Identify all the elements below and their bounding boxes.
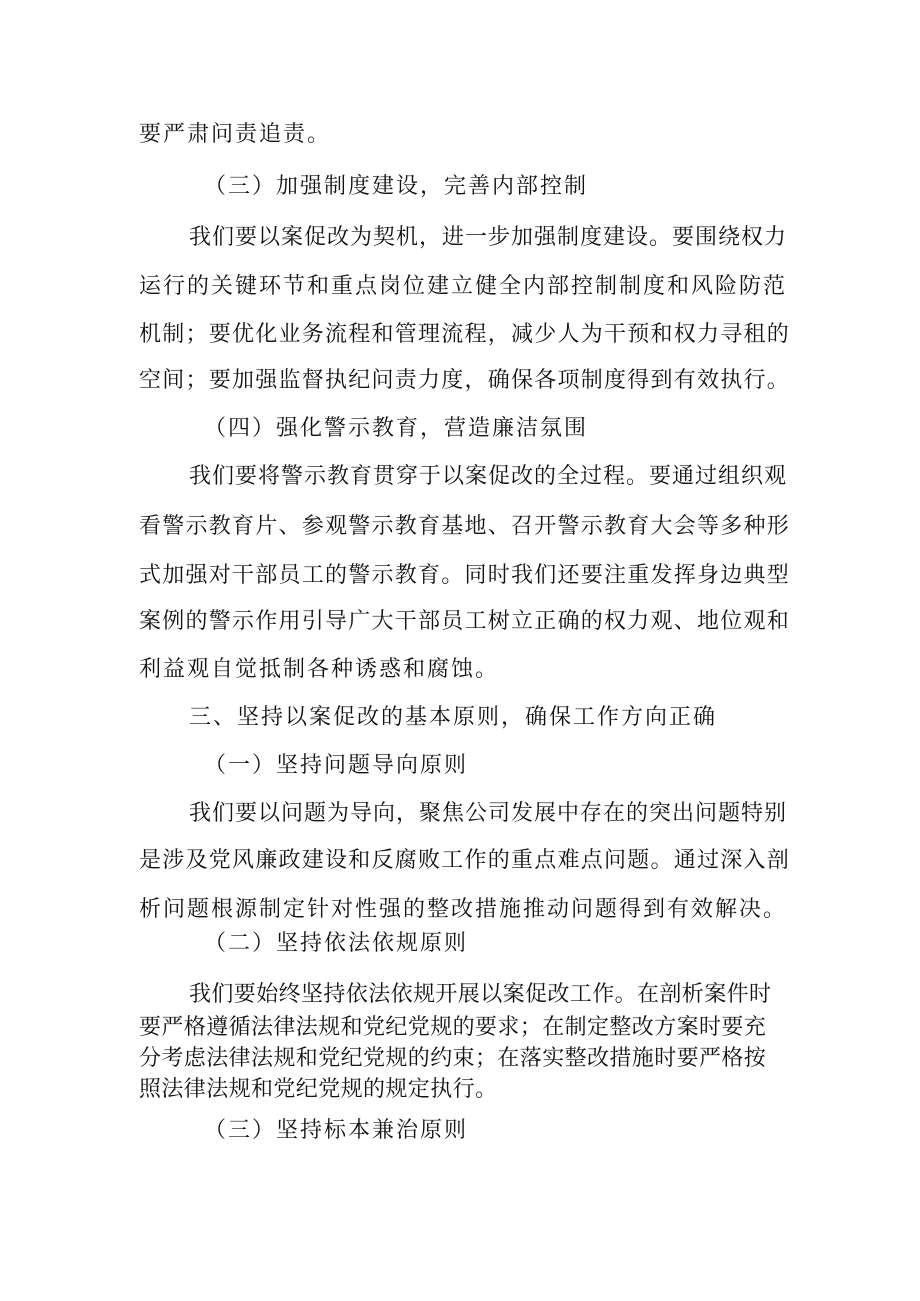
paragraph-line: 机制；要优化业务流程和管理流程，减少人为干预和权力寻租的 bbox=[139, 322, 791, 347]
section-heading: （三）坚持标本兼治原则 bbox=[204, 1118, 469, 1143]
section-heading: （四）强化警示教育，营造廉洁氛围 bbox=[204, 416, 589, 441]
paragraph-line: 空间；要加强监督执纪问责力度，确保各项制度得到有效执行。 bbox=[139, 368, 791, 393]
paragraph-line: 分考虑法律法规和党纪党规的约束；在落实整改措施时要严格按 bbox=[139, 1046, 767, 1071]
paragraph-line: 式加强对干部员工的警示教育。同时我们还要注重发挥身边典型 bbox=[139, 563, 791, 588]
paragraph-line: 我们要以问题为导向，聚焦公司发展中存在的突出问题特别 bbox=[189, 801, 788, 826]
paragraph-line: 案例的警示作用引导广大干部员工树立正确的权力观、地位观和 bbox=[139, 609, 791, 634]
paragraph-line: 我们要始终坚持依法依规开展以案促改工作。在剖析案件时 bbox=[189, 982, 772, 1007]
paragraph-line: 利益观自觉抵制各种诱惑和腐蚀。 bbox=[139, 657, 500, 682]
chapter-heading: 三、坚持以案促改的基本原则，确保工作方向正确 bbox=[189, 705, 718, 730]
paragraph-line: 运行的关键环节和重点岗位建立健全内部控制制度和风险防范 bbox=[139, 274, 788, 299]
paragraph-line: 析问题根源制定针对性强的整改措施推动问题得到有效解决。 bbox=[139, 897, 788, 922]
paragraph-line: 照法律法规和党纪党规的规定执行。 bbox=[139, 1077, 498, 1102]
section-heading: （三）加强制度建设，完善内部控制 bbox=[204, 174, 589, 199]
section-heading: （一）坚持问题导向原则 bbox=[204, 753, 469, 778]
paragraph-line: 我们要以案促改为契机，进一步加强制度建设。要围绕权力 bbox=[189, 225, 788, 250]
paragraph-line: 我们要将警示教育贯穿于以案促改的全过程。要通过组织观 bbox=[189, 464, 788, 489]
paragraph-line: 看警示教育片、参观警示教育基地、召开警示教育大会等多种形 bbox=[139, 514, 791, 539]
section-heading: （二）坚持依法依规原则 bbox=[204, 931, 469, 956]
paragraph-line: 要严格遵循法律法规和党纪党规的要求；在制定整改方案时要充 bbox=[139, 1015, 767, 1040]
paragraph-line: 要严肃问责追责。 bbox=[139, 122, 332, 147]
paragraph-line: 是涉及党风廉政建设和反腐败工作的重点难点问题。通过深入剖 bbox=[139, 848, 791, 873]
